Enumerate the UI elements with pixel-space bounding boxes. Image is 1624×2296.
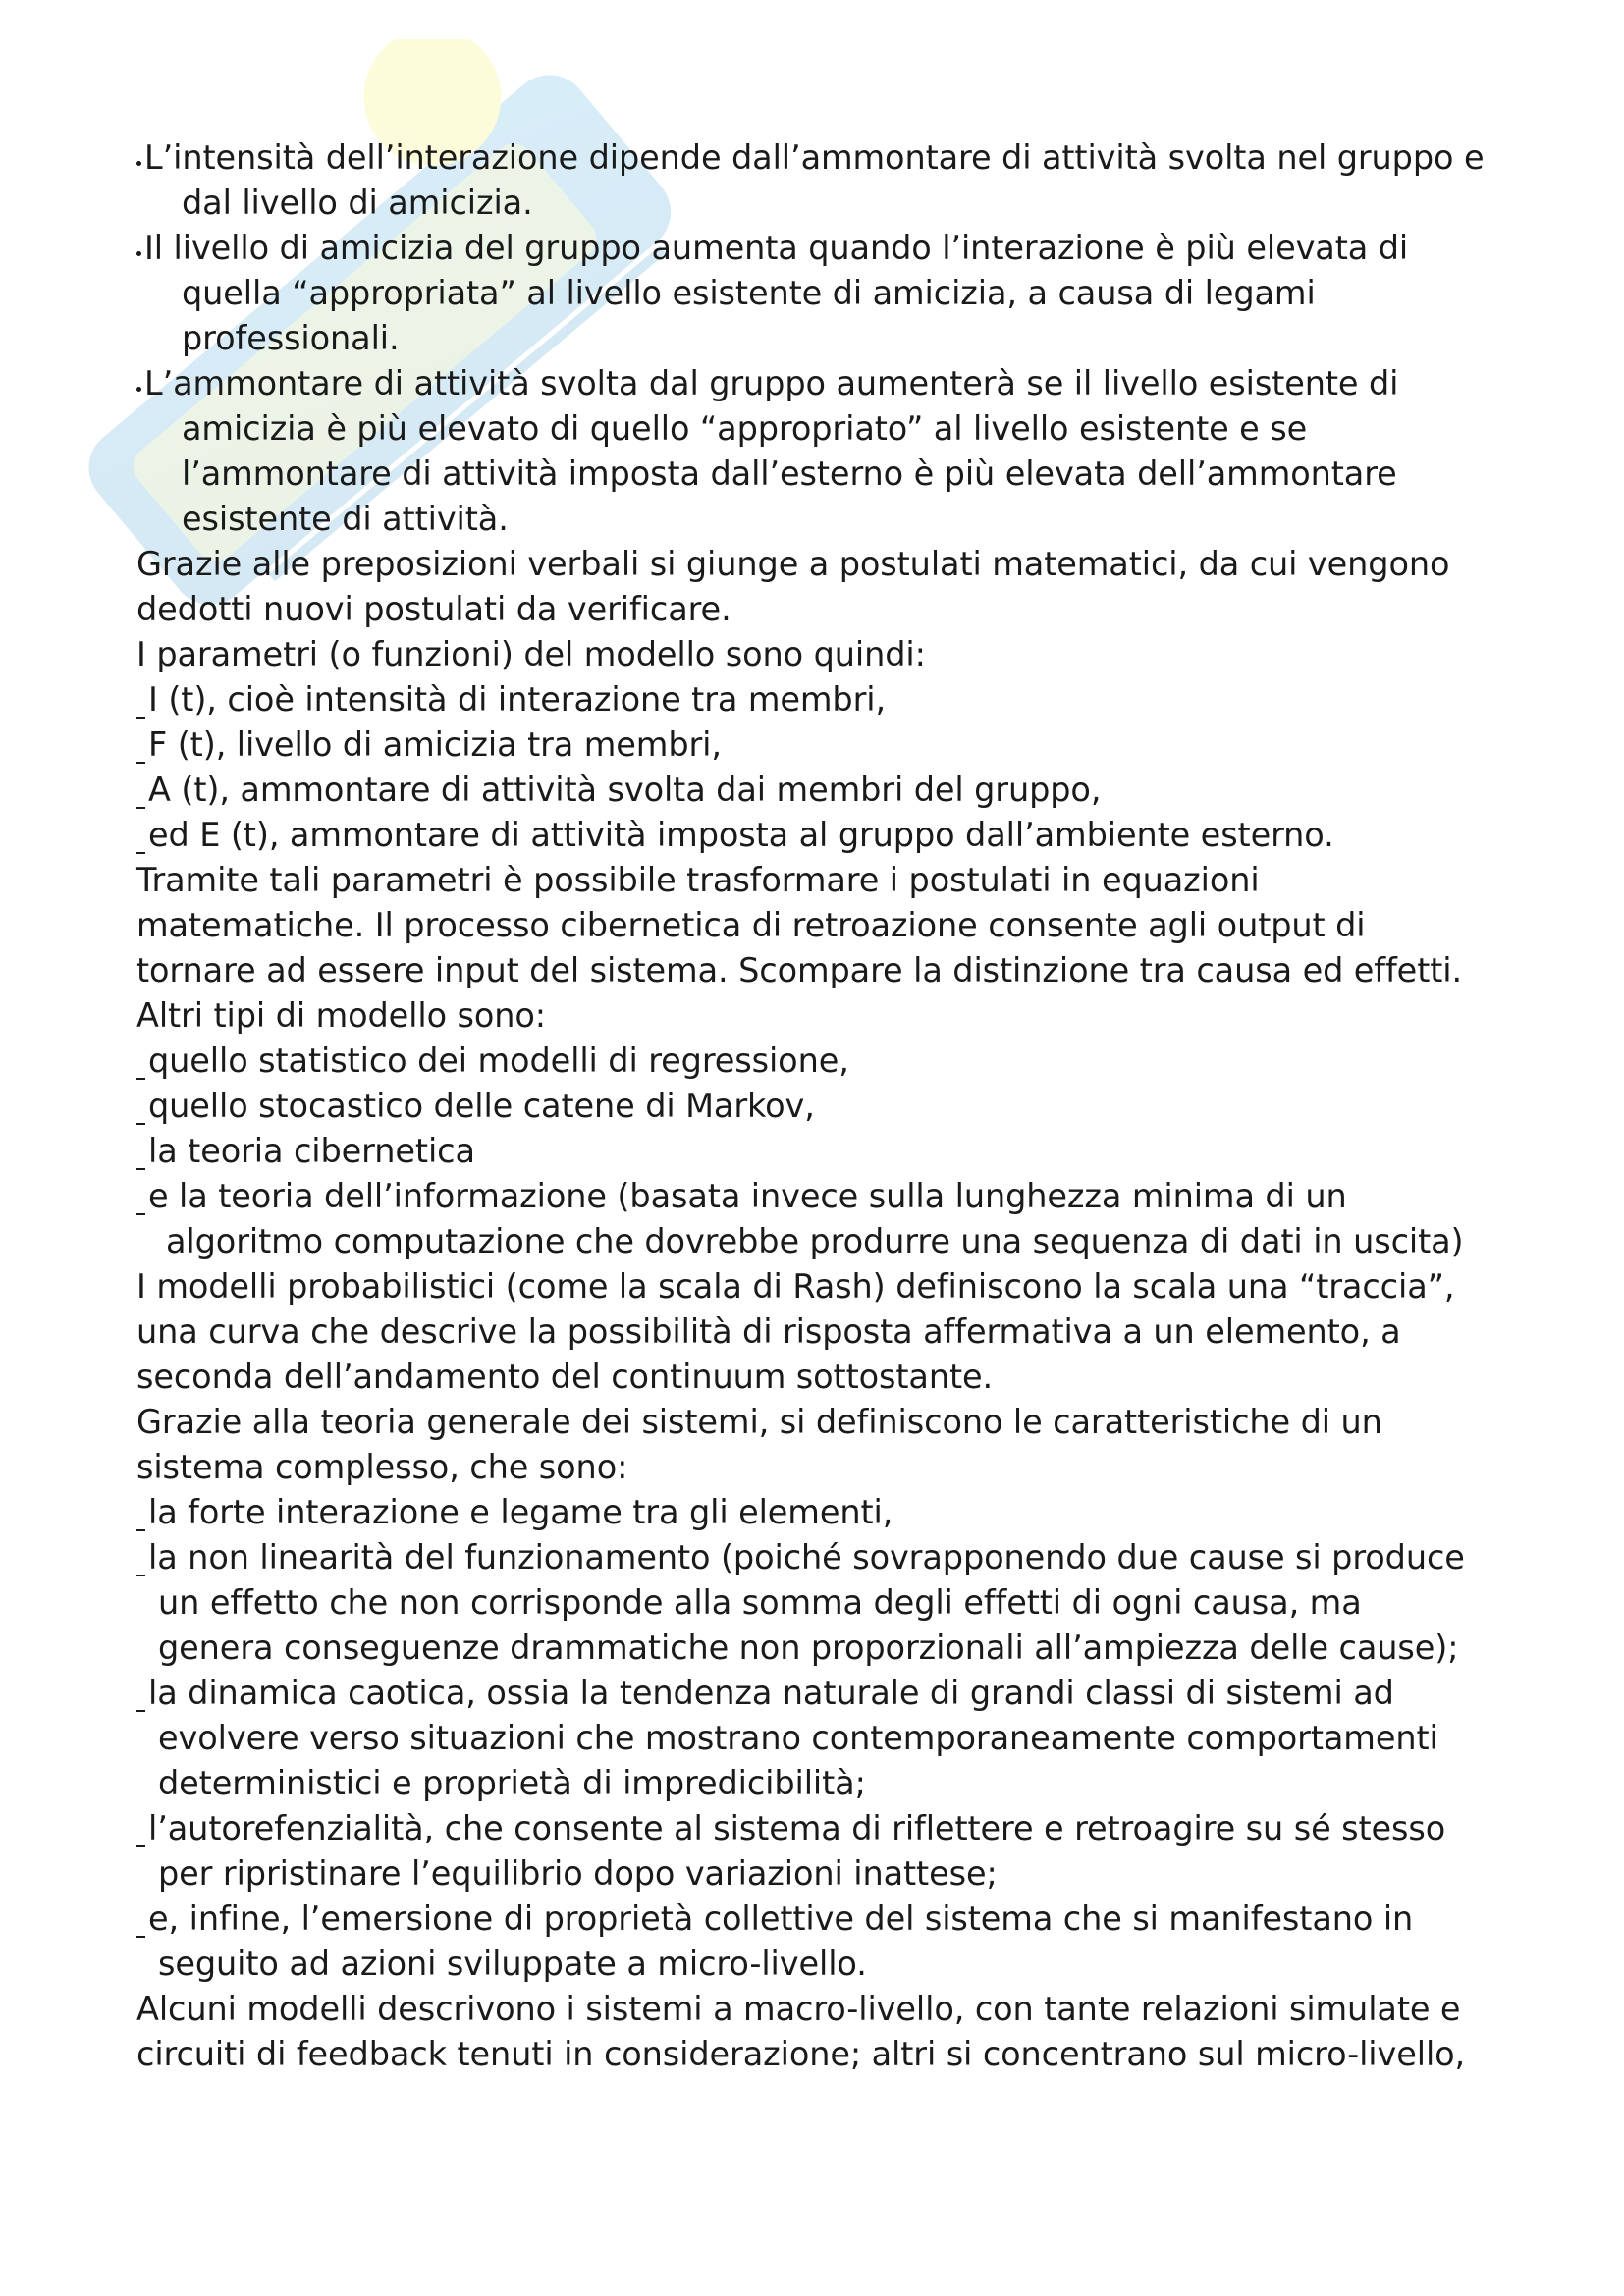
line-text: per ripristinare l’equilibrio dopo variazioni inattese; (158, 1854, 998, 1893)
bullet-continuation (136, 452, 1511, 497)
dash-icon (136, 1529, 145, 1531)
text-line (136, 542, 1511, 587)
line-text: la teoria cibernetica (148, 1132, 475, 1170)
dash-item (136, 1535, 1511, 1580)
line-text: la dinamica caotica, ossia la tendenza naturale di grandi classi di sistemi ad (148, 1674, 1394, 1712)
dash-icon (136, 717, 145, 719)
dash-continuation (136, 1761, 1511, 1806)
document-body (136, 135, 1511, 2077)
line-text: sistema complesso, che sono: (136, 1448, 628, 1486)
dash-icon (136, 762, 145, 764)
bullet-icon (136, 161, 141, 166)
line-text: evolvere verso situazioni che mostrano contemporaneamente comportamenti (158, 1719, 1438, 1757)
dash-item (136, 1671, 1511, 1716)
text-line (136, 1445, 1511, 1490)
dash-continuation (136, 1219, 1511, 1264)
text-line (136, 632, 1511, 677)
line-text: circuiti di feedback tenuti in considerazione; altri si concentrano sul micro-livello, (136, 2035, 1466, 2073)
line-text: Grazie alla teoria generale dei sistemi, si definiscono le caratteristiche di un (136, 1403, 1382, 1441)
line-text: professionali. (182, 319, 400, 357)
line-text: Alcuni modelli descrivono i sistemi a macro-livello, con tante relazioni simulate e (136, 1990, 1461, 2028)
bullet-continuation (136, 181, 1511, 226)
line-text: amicizia è più elevato di quello “appropriato” al livello esistente e se (182, 409, 1308, 448)
line-text: la forte interazione e legame tra gli elementi, (148, 1493, 893, 1531)
text-line (136, 1309, 1511, 1355)
dash-item (136, 768, 1511, 813)
line-text: e la teoria dell’informazione (basata invece sulla lunghezza minima di un (148, 1177, 1347, 1215)
line-text: quella “appropriata” al livello esistente di amicizia, a causa di legami (182, 274, 1316, 312)
bullet-continuation (136, 271, 1511, 316)
line-text: seconda dell’andamento del continuum sottostante. (136, 1358, 994, 1396)
dash-icon (136, 1936, 145, 1938)
dash-icon (136, 1168, 145, 1170)
dash-icon (136, 1575, 145, 1576)
line-text: genera conseguenze drammatiche non proporzionali all’ampiezza delle cause); (158, 1629, 1459, 1667)
line-text: l’autorefenzialità, che consente al sistema di riflettere e retroagire su sé stesso (148, 1809, 1446, 1847)
line-text: dedotti nuovi postulati da verificare. (136, 590, 731, 628)
bullet-icon (136, 251, 141, 256)
text-line (136, 587, 1511, 632)
line-text: matematiche. Il processo cibernetica di retroazione consente agli output di (136, 906, 1366, 944)
dash-icon (136, 852, 145, 854)
line-text: Il livello di amicizia del gruppo aumenta quando l’interazione è più elevata di (144, 229, 1409, 267)
dash-item (136, 1490, 1511, 1535)
text-line (136, 1264, 1511, 1309)
dash-icon (136, 1710, 145, 1712)
line-text: un effetto che non corrisponde alla somma degli effetti di ogni causa, ma (158, 1583, 1362, 1622)
dash-continuation (136, 1716, 1511, 1761)
dash-item (136, 1806, 1511, 1851)
bullet-item (136, 226, 1511, 271)
text-line (136, 1987, 1511, 2032)
line-text: esistente di attività. (182, 500, 509, 538)
line-text: l’ammontare di attività imposta dall’esterno è più elevata dell’ammontare (182, 454, 1397, 493)
bullet-icon (136, 387, 141, 392)
dash-item (136, 1039, 1511, 1084)
text-line (136, 1355, 1511, 1400)
dash-item (136, 677, 1511, 722)
dash-continuation (136, 1942, 1511, 1987)
text-line (136, 1400, 1511, 1445)
dash-continuation (136, 1626, 1511, 1671)
line-text: e, infine, l’emersione di proprietà collettive del sistema che si manifestano in (148, 1899, 1414, 1938)
line-text: ed E (t), ammontare di attività imposta al gruppo dall’ambiente esterno. (148, 816, 1334, 854)
line-text: I parametri (o funzioni) del modello sono quindi: (136, 635, 926, 673)
line-text: Grazie alle preposizioni verbali si giunge a postulati matematici, da cui vengono (136, 545, 1450, 583)
line-text: una curva che descrive la possibilità di risposta affermativa a un elemento, a (136, 1312, 1401, 1351)
line-text: algoritmo computazione che dovrebbe produrre una sequenza di dati in uscita) (166, 1222, 1464, 1260)
dash-continuation (136, 1851, 1511, 1896)
line-text: la non linearità del funzionamento (poiché sovrapponendo due cause si produce (148, 1538, 1465, 1576)
dash-item (136, 722, 1511, 768)
line-text: L’ammontare di attività svolta dal gruppo aumenterà se il livello esistente di (144, 364, 1399, 402)
line-text: L’intensità dell’interazione dipende dall’ammontare di attività svolta nel gruppo e (144, 138, 1485, 177)
dash-icon (136, 1078, 145, 1080)
dash-item (136, 1129, 1511, 1174)
dash-item (136, 813, 1511, 858)
line-text: F (t), livello di amicizia tra membri, (148, 725, 722, 764)
dash-item (136, 1084, 1511, 1129)
text-line (136, 858, 1511, 903)
line-text: seguito ad azioni sviluppate a micro-livello. (158, 1945, 867, 1983)
dash-icon (136, 1213, 145, 1215)
dash-item (136, 1174, 1511, 1219)
text-line (136, 2032, 1511, 2077)
dash-icon (136, 1845, 145, 1847)
line-text: I modelli probabilistici (come la scala di Rash) definiscono la scala una “traccia”, (136, 1267, 1455, 1306)
text-line (136, 903, 1511, 948)
bullet-continuation (136, 406, 1511, 452)
text-line (136, 993, 1511, 1039)
line-text: I (t), cioè intensità di interazione tra membri, (148, 680, 887, 719)
dash-icon (136, 807, 145, 809)
dash-continuation (136, 1580, 1511, 1626)
bullet-continuation (136, 316, 1511, 361)
bullet-continuation (136, 497, 1511, 542)
bullet-item (136, 135, 1511, 181)
line-text: quello statistico dei modelli di regressione, (148, 1041, 849, 1080)
line-text: Tramite tali parametri è possibile trasformare i postulati in equazioni (136, 861, 1260, 899)
bullet-item (136, 361, 1511, 406)
line-text: quello stocastico delle catene di Markov, (148, 1087, 815, 1125)
text-line (136, 948, 1511, 993)
dash-item (136, 1896, 1511, 1942)
line-text: dal livello di amicizia. (182, 184, 533, 222)
line-text: A (t), ammontare di attività svolta dai membri del gruppo, (148, 771, 1102, 809)
dash-icon (136, 1123, 145, 1125)
line-text: deterministici e proprietà di impredicibilità; (158, 1764, 866, 1802)
line-text: tornare ad essere input del sistema. Scompare la distinzione tra causa ed effetti. (136, 951, 1463, 989)
line-text: Altri tipi di modello sono: (136, 996, 546, 1035)
